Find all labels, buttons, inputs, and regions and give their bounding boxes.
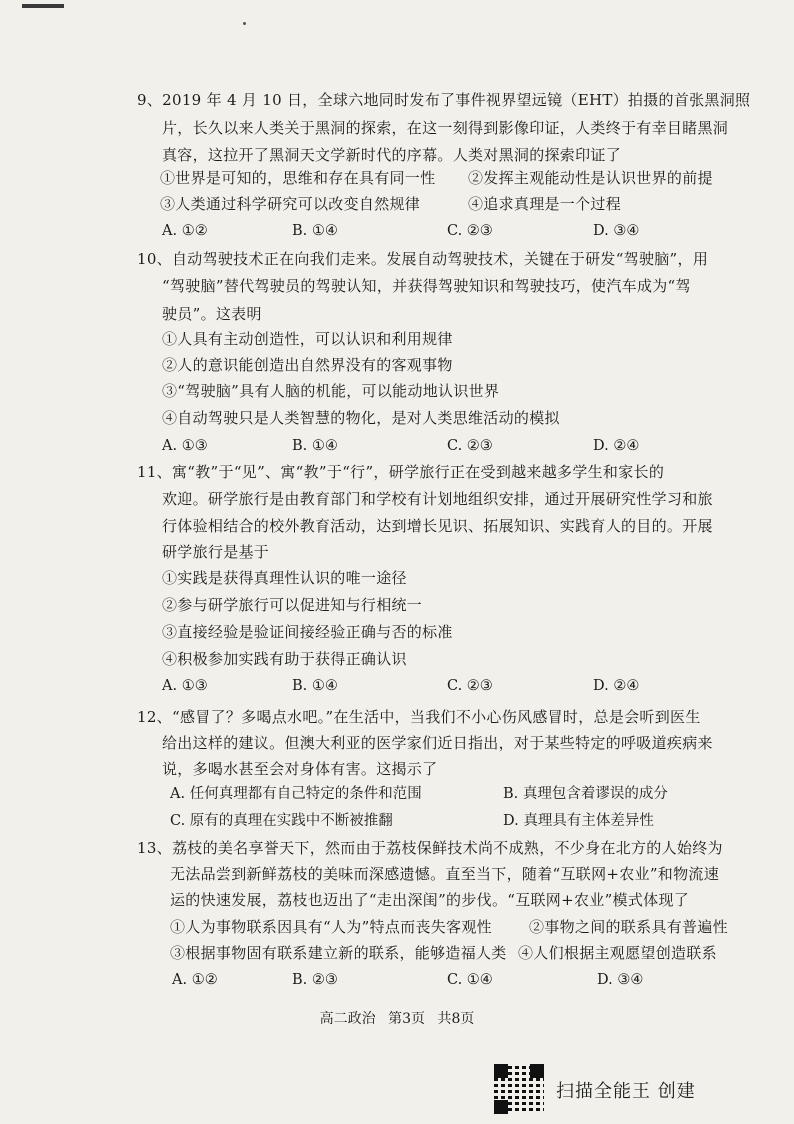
footer-subject: 高二政治 (319, 1011, 376, 1027)
question-text-line: 13、荔枝的美名享誉天下，然而由于荔枝保鲜技术尚不成熟，不少身在北方的人始终为 (137, 839, 723, 857)
question-text-line: 欢迎。研学旅行是由教育部门和学校有计划地组织安排，通过开展研究性学习和旅 (162, 490, 713, 508)
option-a: A. ①② (162, 223, 208, 239)
question-text-line: 10、自动驾驶技术正在向我们走来。发展自动驾驶技术，关键在于研发“驾驶脑”，用 (137, 250, 709, 268)
option-a: A. ①③ (162, 678, 208, 694)
statement-item: ②参与研学旅行可以促进知与行相统一 (162, 596, 423, 614)
statement-item: ①世界是可知的，思维和存在具有同一性 (160, 169, 436, 187)
option-b: B. ②③ (292, 972, 338, 988)
option-a: A. ①③ (162, 438, 208, 454)
option-d: D. ③④ (597, 972, 644, 988)
option-c: C. ②③ (447, 438, 493, 454)
statement-item: ③根据事物固有联系建立新的联系，能够造福人类 (170, 944, 507, 962)
option-b: B. 真理包含着谬误的成分 (503, 786, 668, 802)
statement-item: ②发挥主观能动性是认识世界的前提 (468, 169, 713, 187)
question-text-line: 行体验相结合的校外教育活动，达到增长见识、拓展知识、实践育人的目的。开展 (162, 517, 713, 535)
option-a: A. ①② (172, 972, 218, 988)
question-text-line: 无法品尝到新鲜荔枝的美味而深感遗憾。直至当下，随着“互联网+农业”和物流速 (170, 865, 720, 883)
statement-item: ①人具有主动创造性，可以认识和利用规律 (162, 330, 453, 348)
option-c: C. 原有的真理在实践中不断被推翻 (170, 813, 393, 829)
option-d: D. ②④ (593, 438, 640, 454)
question-text-line: 驶员”。这表明 (162, 305, 262, 323)
statement-item: ③人类通过科学研究可以改变自然规律 (160, 195, 421, 213)
question-text-line: 给出这样的建议。但澳大利亚的医学家们近日指出，对于某些特定的呼吸道疾病来 (162, 734, 713, 752)
question-text-line: 真容，这拉开了黑洞天文学新时代的序幕。人类对黑洞的探索印证了 (162, 146, 622, 164)
question-text-line: 11、寓“教”于“见”、寓“教”于“行”，研学旅行正在受到越来越多学生和家长的 (137, 463, 665, 481)
question-text-line: 研学旅行是基于 (162, 543, 270, 561)
option-a: A. 任何真理都有自己特定的条件和范围 (170, 786, 422, 802)
qr-code-icon (494, 1064, 544, 1114)
question-text-line: 片，长久以来人类关于黑洞的探索，在这一刻得到影像印证，人类终于有幸目睹黑洞 (162, 119, 729, 137)
option-b: B. ①④ (292, 678, 338, 694)
statement-item: ④自动驾驶只是人类智慧的物化，是对人类思维活动的模拟 (162, 409, 560, 427)
option-d: D. ②④ (593, 678, 640, 694)
statement-item: ①实践是获得真理性认识的唯一途径 (162, 569, 407, 587)
question-text-line: 12、“感冒了？多喝点水吧。”在生活中，当我们不小心伤风感冒时，总是会听到医生 (137, 708, 701, 726)
option-d: D. ③④ (593, 223, 640, 239)
option-c: C. ②③ (447, 678, 493, 694)
statement-item: ①人为事物联系因具有“人为”特点而丧失客观性 (170, 918, 492, 936)
option-b: B. ①④ (292, 223, 338, 239)
footer-total-pages: 共8页 (437, 1011, 475, 1027)
statement-item: ④人们根据主观愿望创造联系 (518, 944, 717, 962)
statement-item: ③“驾驶脑”具有人脑的机能，可以能动地认识世界 (162, 382, 500, 400)
footer-page-number: 第3页 (388, 1011, 425, 1027)
scan-mark (22, 4, 64, 8)
statement-item: ③直接经验是验证间接经验正确与否的标准 (162, 623, 453, 641)
option-b: B. ①④ (292, 438, 338, 454)
page-footer (0, 1008, 794, 1028)
statement-item: ②事物之间的联系具有普遍性 (529, 918, 728, 936)
option-d: D. 真理具有主体差异性 (503, 813, 654, 829)
statement-item: ②人的意识能创造出自然界没有的客观事物 (162, 356, 453, 374)
option-c: C. ②③ (447, 223, 493, 239)
question-text-line: 9、2019 年 4 月 10 日，全球六地同时发布了事件视界望远镜（EHT）拍摄的首张黑洞照 (137, 91, 751, 109)
question-text-line: 说，多喝水甚至会对身体有害。这揭示了 (162, 760, 438, 778)
question-text-line: “驾驶脑”替代驾驶员的驾驶认知，并获得驾驶知识和驾驶技巧，使汽车成为“驾 (162, 277, 691, 295)
statement-item: ④追求真理是一个过程 (468, 195, 622, 213)
question-text-line: 运的快速发展，荔枝也迈出了“走出深闺”的步伐。“互联网+农业”模式体现了 (170, 891, 690, 909)
scan-speck (243, 22, 246, 25)
scanner-watermark: 扫描全能王 创建 (556, 1081, 696, 1102)
statement-item: ④积极参加实践有助于获得正确认识 (162, 650, 407, 668)
option-c: C. ①④ (447, 972, 493, 988)
